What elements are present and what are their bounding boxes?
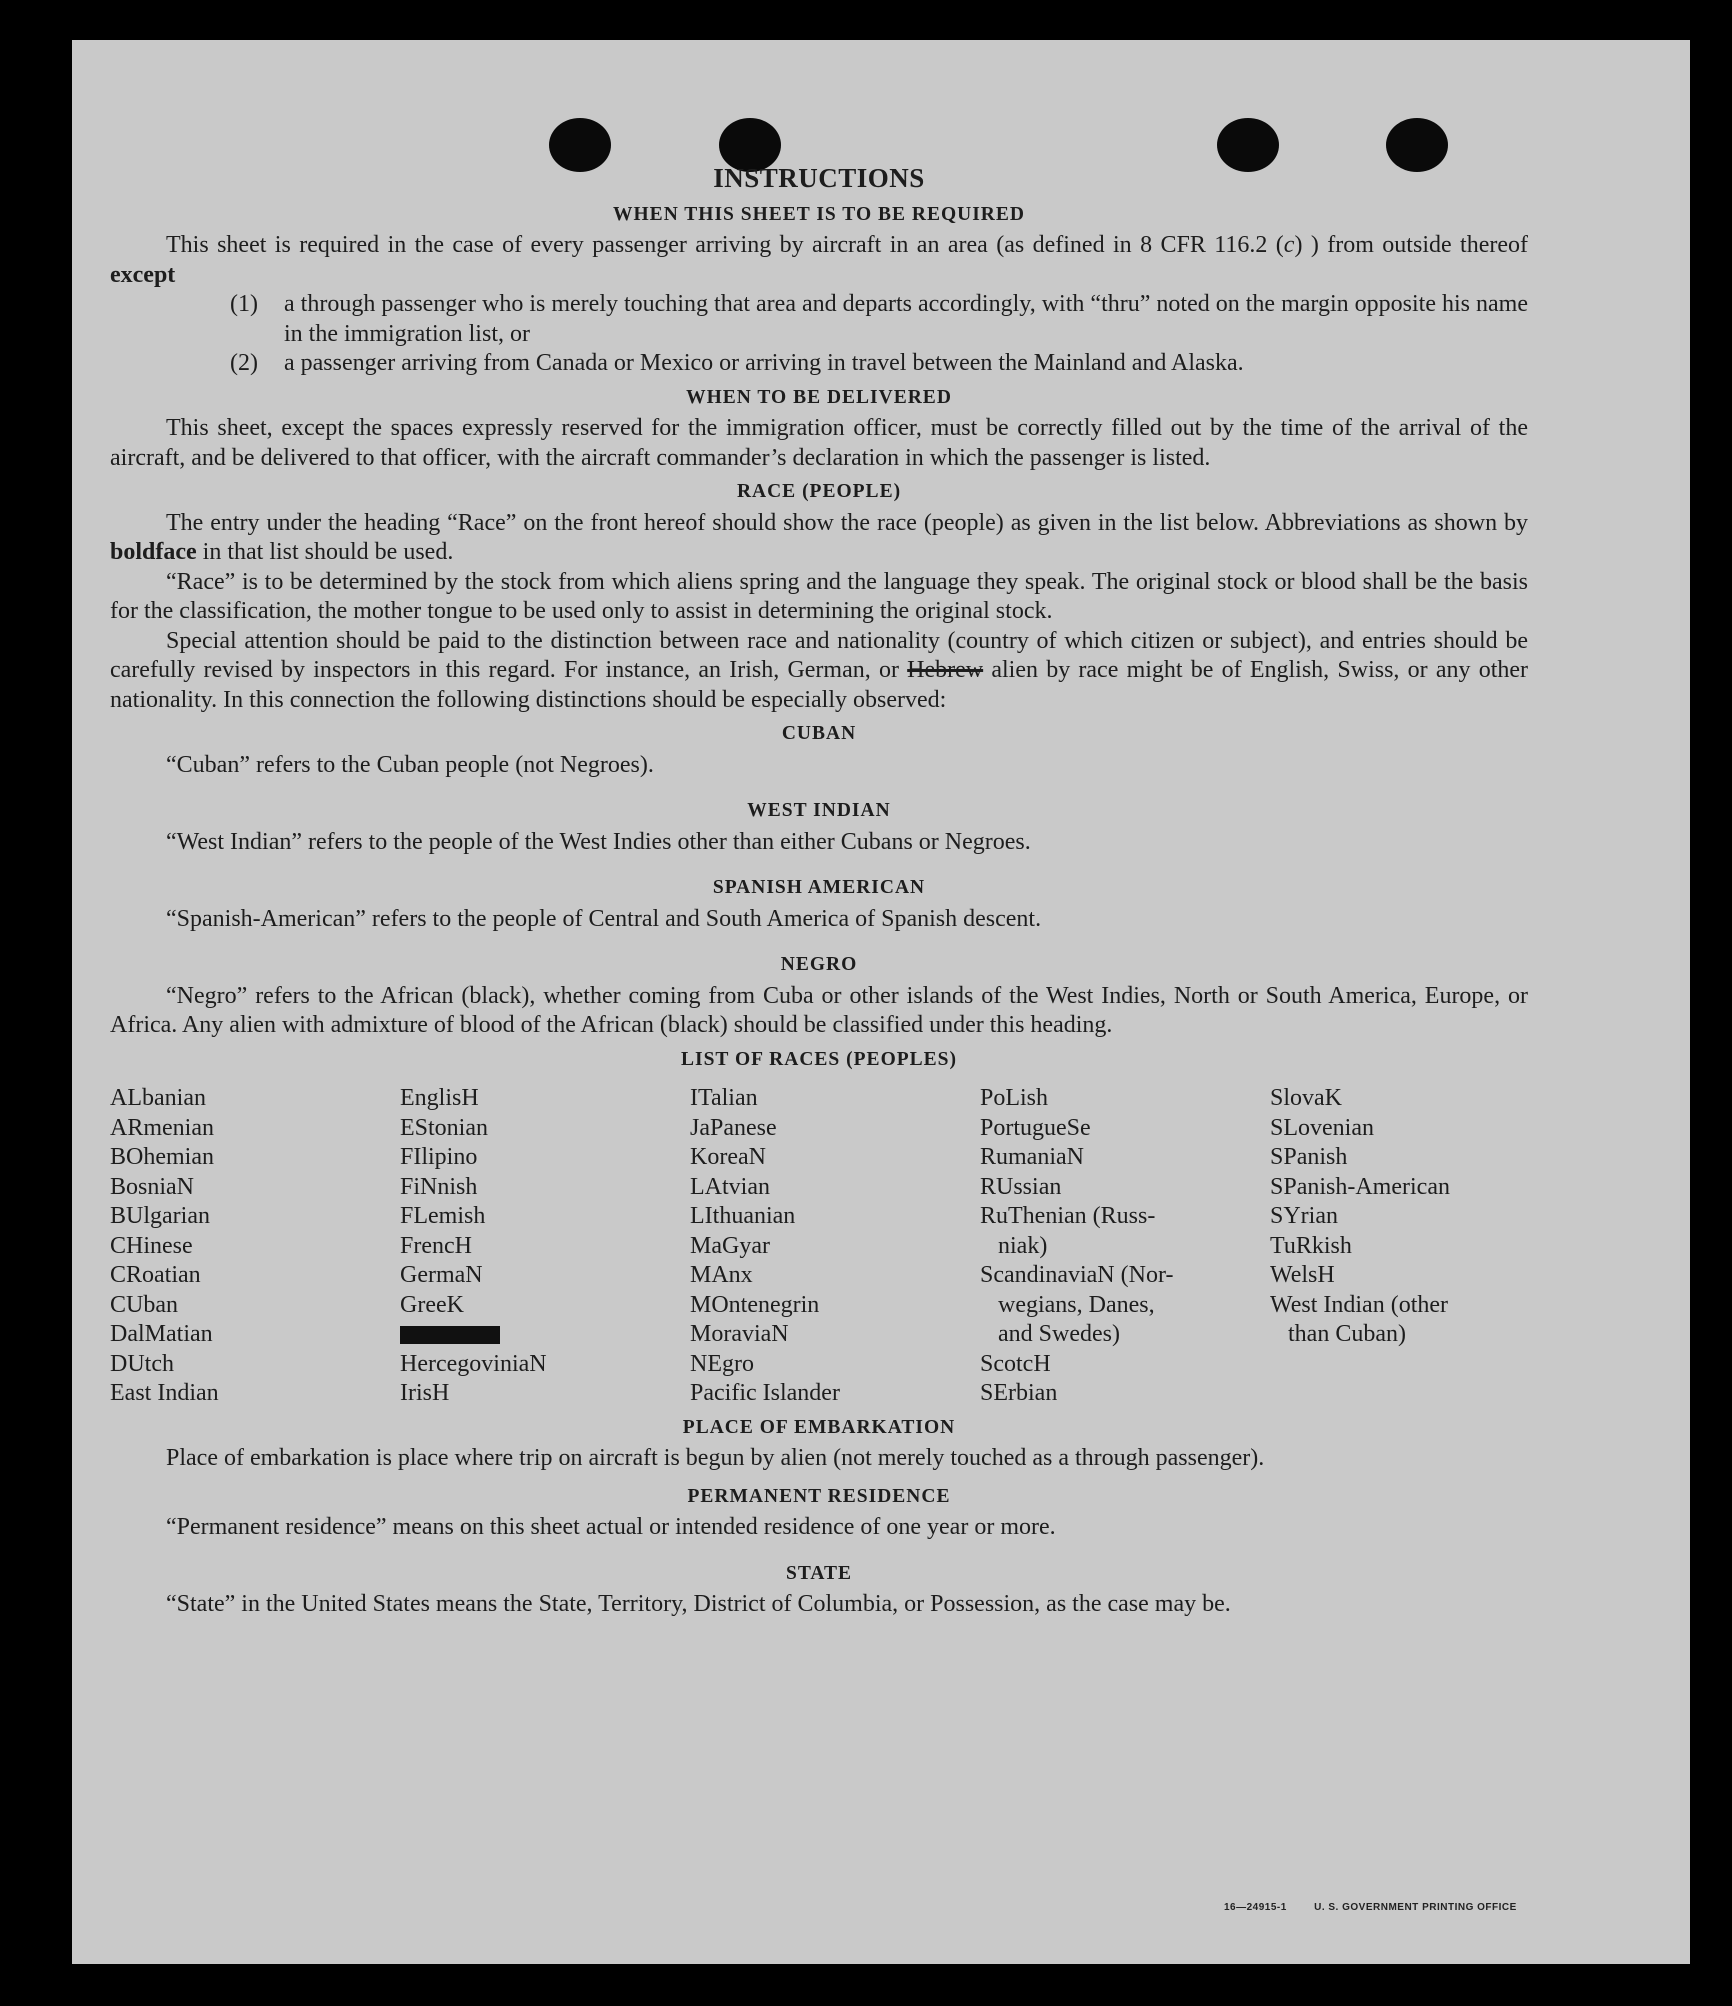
race-entry: FrencH xyxy=(400,1232,472,1259)
race-entry: Pacific Islander xyxy=(690,1380,840,1406)
heading-permanent-residence: PERMANENT RESIDENCE xyxy=(687,1485,951,1507)
page-title: INSTRUCTIONS xyxy=(713,163,925,193)
form-number: 16—24915-1 xyxy=(1224,1902,1287,1913)
race-entry: SLovenian xyxy=(1270,1114,1374,1141)
race-entry: GermaN xyxy=(400,1262,483,1288)
race-entry: CRoatian xyxy=(110,1262,201,1288)
west-indian-text: “West Indian” refers to the people of the West Indies other than either Cubans or Negroes. xyxy=(166,828,1031,855)
race-entry: KoreaN xyxy=(690,1144,766,1170)
heading-place-of-embarkation: PLACE OF EMBARKATION xyxy=(682,1416,956,1438)
races-column xyxy=(980,1084,1270,1409)
race-entry: PortugueSe xyxy=(980,1114,1091,1141)
race-entry: MaGyar xyxy=(690,1232,770,1259)
race-entry: MAnx xyxy=(690,1262,753,1288)
race-entry: SYrian xyxy=(1270,1203,1338,1229)
race-entry: FLemish xyxy=(400,1203,486,1229)
list-item: (2) a passenger arriving from Canada or Mexico or arriving in travel between the Mainland and Alaska. xyxy=(230,350,1244,376)
race-entry-continued: and Swedes) xyxy=(998,1321,1120,1347)
cuban-text: “Cuban” refers to the Cuban people (not Negroes). xyxy=(166,751,654,778)
heading-when-delivered: WHEN TO BE DELIVERED xyxy=(686,386,952,408)
race-paragraph-3: Special attention should be paid to the distinction between race and nationality (country of which citizen or subject), and entries should be carefully revised by inspectors in this regard. For instance, an Irish, German, or Hebrew alien by race might be of English, Swiss, or any other nationality. In this connection the following distinctions should be especially observed: xyxy=(110,627,1529,713)
race-entry: LIthuanian xyxy=(690,1203,796,1229)
race-entry: BOhemian xyxy=(110,1144,214,1170)
negro-text: “Negro” refers to the African (black), whether coming from Cuba or other islands of the West Indies, North or South America, Europe, or Africa. Any alien with admixture of blood of the African (black) should be classified under this heading. xyxy=(110,982,1528,1038)
redacted-entry xyxy=(400,1320,690,1350)
instruction-sheet xyxy=(72,40,1690,1964)
races-column xyxy=(1270,1084,1528,1409)
race-entry: MoraviaN xyxy=(690,1321,789,1347)
race-entry: DalMatian xyxy=(110,1321,213,1347)
race-entry: RumaniaN xyxy=(980,1144,1084,1170)
races-table xyxy=(110,1084,1528,1409)
race-entry: ARmenian xyxy=(110,1114,214,1141)
race-entry: TuRkish xyxy=(1270,1232,1352,1259)
race-entry: LAtvian xyxy=(690,1173,770,1200)
race-entry: SlovaK xyxy=(1270,1085,1342,1111)
races-column xyxy=(110,1084,400,1409)
race-entry: ALbanian xyxy=(110,1085,206,1111)
race-entry: CUban xyxy=(110,1291,178,1318)
race-entry: EStonian xyxy=(400,1114,488,1141)
race-entry: FiNnish xyxy=(400,1173,478,1200)
list-item: (1) a through passenger who is merely touching that area and departs accordingly, with “thru” noted on the margin opposite his name in the immigration list, or xyxy=(230,291,1528,347)
heading-state: STATE xyxy=(785,1562,853,1584)
race-entry-continued: wegians, Danes, xyxy=(998,1291,1155,1318)
race-entry: GreeK xyxy=(400,1291,464,1318)
race-paragraph-1: The entry under the heading “Race” on the front hereof should show the race (people) as given in the list below. Abbreviations as shown by boldface in that list should be used. xyxy=(110,509,1528,565)
struck-word: Hebrew xyxy=(907,657,984,683)
document-body xyxy=(110,164,1528,1620)
race-entry: IrisH xyxy=(400,1380,450,1406)
race-entry: ScotcH xyxy=(980,1350,1051,1377)
heading-when-required: WHEN THIS SHEET IS TO BE REQUIRED xyxy=(613,203,1025,225)
state-text: “State” in the United States means the State, Territory, District of Columbia, or Possession, as the case may be. xyxy=(166,1591,1231,1617)
race-entry: SErbian xyxy=(980,1380,1058,1406)
heading-race: RACE (PEOPLE) xyxy=(736,481,902,502)
race-entry: JaPanese xyxy=(690,1114,777,1141)
race-entry-continued: than Cuban) xyxy=(1288,1321,1406,1347)
form-footer xyxy=(1224,1902,1541,1913)
residence-text: “Permanent residence” means on this sheet actual or intended residence of one year or more. xyxy=(166,1514,1056,1540)
race-entry: EnglisH xyxy=(400,1085,479,1111)
races-column xyxy=(690,1084,980,1409)
race-entry: CHinese xyxy=(110,1232,193,1259)
race-entry: RuThenian (Russ- xyxy=(980,1203,1156,1229)
when-delivered-text: This sheet, except the spaces expressly reserved for the immigration officer, must be correctly filled out by the time of the arrival of the aircraft, and be delivered to that officer, with the aircraft commander’s declaration in which the passenger is listed. xyxy=(110,415,1528,471)
race-paragraph-2: “Race” is to be determined by the stock from which aliens spring and the language they speak. The original stock or blood shall be the basis for the classification, the mother tongue to be used only to assist in determining the original stock. xyxy=(110,568,1528,624)
race-entry: DUtch xyxy=(110,1350,174,1377)
heading-cuban: CUBAN xyxy=(781,723,857,744)
redaction-mark xyxy=(400,1326,500,1344)
race-entry: BUlgarian xyxy=(110,1203,210,1229)
race-entry: NEgro xyxy=(690,1350,754,1377)
race-entry: RUssian xyxy=(980,1173,1062,1200)
race-entry: ScandinaviaN (Nor- xyxy=(980,1262,1174,1288)
race-entry: HercegoviniaN xyxy=(400,1350,547,1377)
race-entry: WelsH xyxy=(1270,1262,1335,1288)
printer-imprint: U. S. GOVERNMENT PRINTING OFFICE xyxy=(1314,1902,1517,1913)
race-entry: East Indian xyxy=(110,1380,219,1406)
heading-list-of-races: LIST OF RACES (PEOPLES) xyxy=(680,1048,957,1070)
race-entry: MOntenegrin xyxy=(690,1291,820,1318)
race-entry: West Indian (other xyxy=(1270,1291,1449,1318)
race-entry: PoLish xyxy=(980,1085,1049,1111)
race-entry: BosniaN xyxy=(110,1173,194,1200)
heading-negro: NEGRO xyxy=(780,954,858,975)
races-column xyxy=(400,1084,690,1409)
embarkation-text: Place of embarkation is place where trip on aircraft is begun by alien (not merely touched as a through passenger). xyxy=(166,1445,1265,1471)
race-entry-continued: niak) xyxy=(998,1232,1048,1259)
race-entry: SPanish-American xyxy=(1270,1173,1450,1200)
race-entry: FIlipino xyxy=(400,1144,478,1170)
spanish-american-text: “Spanish-American” refers to the people of Central and South America of Spanish descent. xyxy=(166,905,1042,932)
when-required-intro: This sheet is required in the case of every passenger arriving by aircraft in an area (as defined in 8 CFR 116.2 (c) ) from outside thereof except xyxy=(110,232,1529,288)
heading-west-indian: WEST INDIAN xyxy=(747,800,891,821)
race-entry: ITalian xyxy=(690,1085,758,1111)
heading-spanish-american: SPANISH AMERICAN xyxy=(712,877,926,898)
race-entry: SPanish xyxy=(1270,1144,1348,1170)
